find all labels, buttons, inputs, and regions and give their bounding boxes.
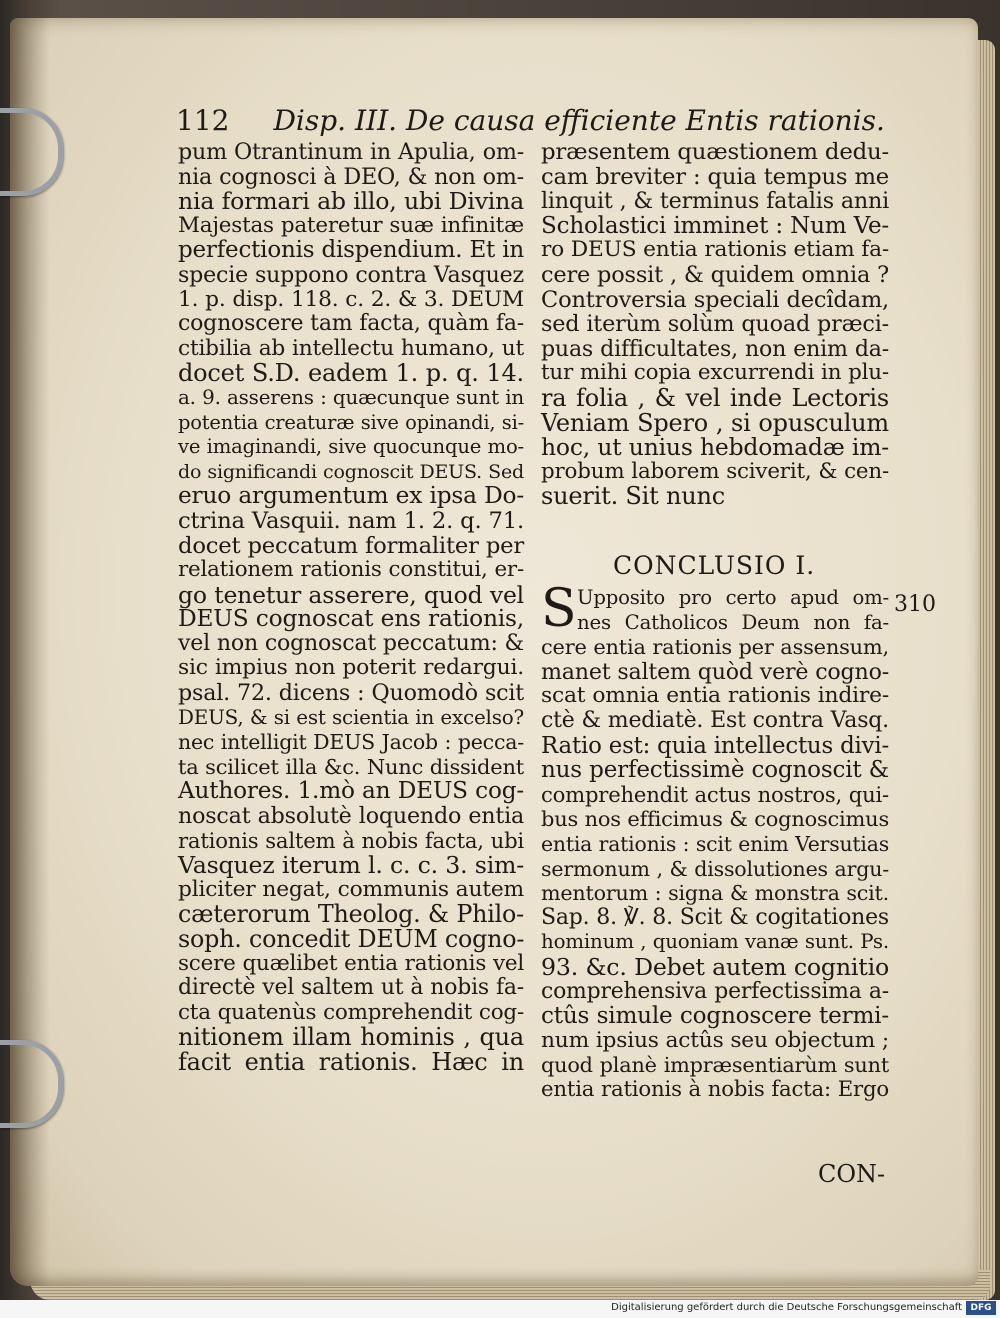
right-text-column-top bbox=[541, 140, 889, 509]
text-line: DEUS cognoscat ens rationis, bbox=[178, 605, 524, 633]
text-line: Authores. 1.mò an DEUS cog- bbox=[178, 777, 524, 805]
text-line: psal. 72. dicens : Quomodò scit bbox=[178, 680, 524, 707]
running-head-title: Disp. III. De causa efficiente Entis rationis. bbox=[273, 104, 885, 137]
text-line: pliciter negat, communis autem bbox=[178, 876, 524, 902]
dfg-logo-icon: DFG bbox=[966, 1301, 996, 1315]
text-line: quod planè impræsentiarùm sunt bbox=[541, 1053, 889, 1078]
text-line: ctibilia ab intellectu humano, ut bbox=[178, 335, 524, 361]
text-line: cam breviter : quia tempus me bbox=[541, 163, 889, 190]
page-number: 112 bbox=[176, 104, 230, 137]
text-line: noscat absolutè loquendo entia bbox=[178, 803, 524, 830]
text-line: nus perfectissimè cognoscit & bbox=[541, 757, 889, 784]
text-line: entia rationis : scit enim Versutias bbox=[541, 831, 889, 856]
text-line: suerit. Sit nunc bbox=[541, 482, 726, 511]
text-line: ra folia , & vel inde Lectoris bbox=[541, 383, 889, 412]
text-line: soph. concedit DEUM cogno- bbox=[178, 925, 525, 953]
text-line: puas difficultates, non enim da- bbox=[541, 335, 889, 362]
text-line: Upposito pro certo apud om- bbox=[577, 586, 889, 609]
text-line: cta quatenùs comprehendit cog- bbox=[178, 999, 524, 1025]
text-line: Vasquez iterum l. c. c. 3. sim- bbox=[178, 851, 525, 880]
drop-capital: S bbox=[541, 579, 577, 639]
page-stack-edge bbox=[975, 40, 995, 1300]
text-line: entia rationis à nobis facta: Ergo bbox=[541, 1076, 889, 1102]
catchword: CON- bbox=[818, 1160, 886, 1188]
text-line: directè vel saltem ut à nobis fa- bbox=[178, 975, 524, 1001]
text-line: probum laborem sciverit, & cen- bbox=[541, 458, 889, 484]
text-line: relationem rationis constitui, er- bbox=[178, 557, 524, 583]
text-line: nitionem illam hominis , qua bbox=[178, 1023, 524, 1052]
text-line: cognoscere tam facta, quàm fa- bbox=[178, 311, 524, 337]
text-line: sed iterùm solùm quoad præci- bbox=[541, 311, 889, 338]
text-line: linquit , & terminus fatalis anni bbox=[541, 188, 889, 215]
text-line: sic impius non poterit redargui. bbox=[178, 655, 524, 681]
text-line: bus nos efficimus & cognoscimus bbox=[541, 807, 889, 832]
text-line: a. 9. asserens : quæcunque sunt in bbox=[178, 385, 524, 409]
text-line: num ipsius actûs seu objectum ; bbox=[541, 1027, 889, 1053]
text-line: cere entia rationis per assensum, bbox=[541, 635, 889, 660]
text-line: specie suppono contra Vasquez bbox=[178, 261, 524, 288]
text-line: mentorum : signa & monstra scit. bbox=[541, 881, 889, 906]
text-line: hoc, ut unius hebdomadæ im- bbox=[541, 433, 889, 462]
text-line: Sap. 8. ℣. 8. Scit & cogitationes bbox=[541, 904, 889, 930]
text-line: ctrina Vasquii. nam 1. 2. q. 71. bbox=[178, 507, 524, 534]
text-line: comprehensiva perfectissima a- bbox=[541, 978, 889, 1004]
text-line: rationis saltem à nobis facta, ubi bbox=[178, 827, 524, 853]
text-line: Scholastici imminet : Num Ve- bbox=[541, 212, 889, 239]
text-line: perfectionis dispendium. Et in bbox=[178, 237, 524, 264]
text-line: Veniam Spero , si opusculum bbox=[541, 408, 889, 437]
text-line: pum Otrantinum in Apulia, om- bbox=[178, 139, 524, 165]
text-line: facit entia rationis. Hæc in bbox=[178, 1047, 524, 1076]
text-line: nia formari ab illo, ubi Divina bbox=[178, 187, 524, 216]
text-line: cere possit , & quidem omnia ? bbox=[541, 261, 889, 288]
text-line: sermonum , & dissolutiones argu- bbox=[541, 856, 889, 881]
text-line: scat omnia entia rationis indire- bbox=[541, 683, 889, 709]
text-line: manet saltem quòd verè cogno- bbox=[541, 658, 889, 685]
section-heading: CONCLUSIO I. bbox=[613, 551, 816, 580]
text-line: 1. p. disp. 118. c. 2. & 3. DEUM bbox=[178, 286, 524, 312]
text-line: ctè & mediatè. Est contra Vasq. bbox=[541, 707, 889, 733]
text-line: nec intelligit DEUS Jacob : pecca- bbox=[178, 730, 524, 755]
text-line: tur mihi copia excurrendi in plu- bbox=[541, 360, 889, 386]
text-line: scere quælibet entia rationis vel bbox=[178, 950, 524, 976]
text-line: cæterorum Theolog. & Philo- bbox=[178, 900, 524, 929]
text-line: go tenetur asserere, quod vel bbox=[178, 580, 524, 609]
text-line: nes Catholicos Deum non fa- bbox=[577, 610, 889, 634]
text-line: nia cognosci à DEO, & non om- bbox=[178, 163, 524, 190]
right-text-column-bottom bbox=[541, 586, 889, 1102]
text-line: do significandi cognoscit DEUS. Sed bbox=[178, 460, 524, 483]
left-text-column bbox=[178, 140, 524, 1075]
text-line: præsentem quæstionem dedu- bbox=[541, 139, 889, 165]
text-line: hominum , quoniam vanæ sunt. Ps. bbox=[541, 930, 889, 954]
running-head bbox=[176, 104, 885, 137]
text-line: ro DEUS entia rationis etiam fa- bbox=[541, 237, 889, 263]
text-line: eruo argumentum ex ipsa Do- bbox=[178, 482, 524, 510]
text-line: vel non cognoscat peccatum: & bbox=[178, 630, 524, 656]
text-line: Majestas pateretur suæ infinitæ bbox=[178, 212, 524, 238]
text-line: potentia creaturæ sive opinandi, si- bbox=[178, 410, 524, 434]
text-line: comprehendit actus nostros, qui- bbox=[541, 781, 889, 807]
digitization-credit: Digitalisierung gefördert durch die Deutsche Forschungsgemeinschaft bbox=[611, 1302, 962, 1313]
text-line: ve imaginandi, sive quocunque mo- bbox=[178, 435, 524, 459]
text-line: ctûs simule cognoscere termi- bbox=[541, 1003, 889, 1030]
text-line: ta scilicet illa &c. Nunc dissident bbox=[178, 754, 524, 779]
text-line: docet peccatum formaliter per bbox=[178, 532, 524, 559]
text-line: Ratio est: quia intellectus divi- bbox=[541, 732, 890, 759]
text-line: docet S.D. eadem 1. p. q. 14. bbox=[178, 359, 524, 388]
text-line: Controversia speciali decîdam, bbox=[541, 286, 889, 313]
text-line: DEUS, & si est scientia in excelso? bbox=[178, 705, 524, 729]
margin-number: 310 bbox=[894, 592, 936, 617]
text-line: 93. &c. Debet autem cognitio bbox=[541, 952, 889, 981]
